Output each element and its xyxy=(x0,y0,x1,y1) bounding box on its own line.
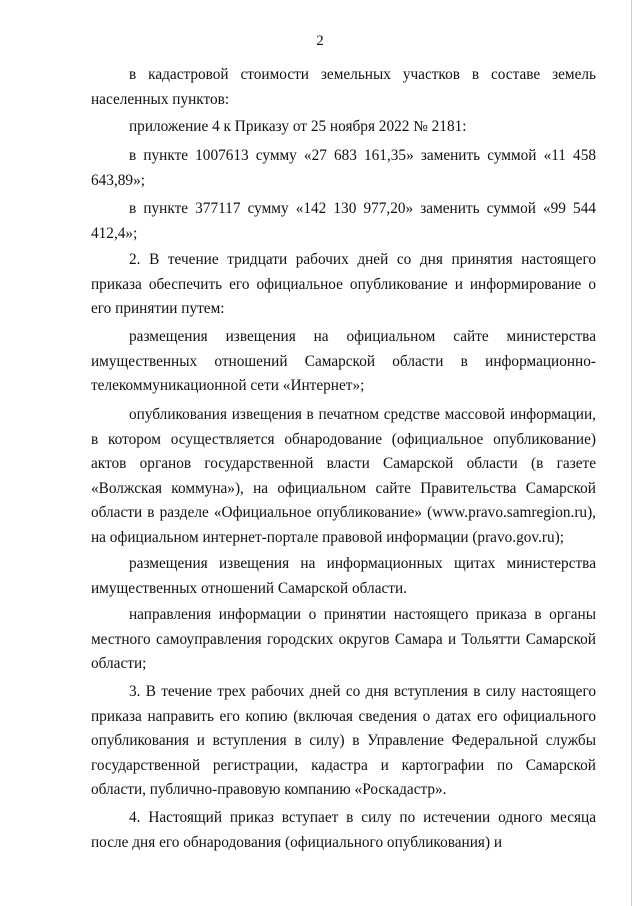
paragraph-website-notice xyxy=(91,325,596,399)
paragraph-text: направления информации о принятии настоящего приказа в органы местного самоуправления городских округов Самара и Тольятти Самарской области; xyxy=(91,606,596,672)
paragraph-text: 4. Настоящий приказ вступает в силу по истечении одного месяца после дня его обнародования (официального опубликования) и xyxy=(91,809,596,851)
paragraph-text: в пункте 1007613 сумму «27 683 161,35» заменить суммой «11 458 643,89»; xyxy=(91,147,596,189)
page-number: 2 xyxy=(316,33,324,49)
paragraph-text: 2. В течение тридцати рабочих дней со дня принятия настоящего приказа обеспечить его официальное опубликование и информирование о его принятии путем: xyxy=(91,251,596,317)
paragraph-text: опубликования извещения в печатном средстве массовой информации, в котором осуществляется обнародование (официальное опубликование) актов органов государственной власти Самарской области (в газете «Волжская коммуна»), на официальном сайте Правительства Самарской области в разделе «Официальное опубликование» (www.pravo.samregion.ru), на официальном интернет-портале правовой информации (pravo.gov.ru); xyxy=(91,406,596,546)
paragraph-section-4 xyxy=(91,806,596,855)
paragraph-text: приложение 4 к Приказу от 25 ноября 2022 № 2181: xyxy=(129,118,467,135)
paragraph-info-boards xyxy=(91,552,596,601)
paragraph-local-government xyxy=(91,603,596,677)
paragraph-cadastral-value xyxy=(91,63,596,112)
paragraph-text: в кадастровой стоимости земельных участков в составе земель населенных пунктов: xyxy=(91,66,596,108)
paragraph-text: размещения извещения на информационных щитах министерства имущественных отношений Самарской области. xyxy=(91,555,596,597)
paragraph-section-2 xyxy=(91,248,596,322)
paragraph-text: 3. В течение трех рабочих дней со дня вступления в силу настоящего приказа направить его копию (включая сведения о датах его официального опубликования и вступления в силу) в Управление Федеральной службы государственной регистрации, кадастра и картографии по Самарской области, публично-правовую компанию «Роскадастр». xyxy=(91,683,596,798)
paragraph-text: размещения извещения на официальном сайте министерства имущественных отношений Самарской области в информационно-телекоммуникационной сети «Интернет»; xyxy=(91,328,596,394)
paragraph-text: в пункте 377117 сумму «142 130 977,20» заменить суммой «99 544 412,4»; xyxy=(91,200,596,242)
paragraph-appendix-4 xyxy=(91,115,596,140)
paragraph-print-media xyxy=(91,403,596,550)
page-edge-divider xyxy=(631,0,632,906)
paragraph-item-377117 xyxy=(91,197,596,246)
paragraph-item-1007613 xyxy=(91,144,596,193)
paragraph-section-3 xyxy=(91,680,596,803)
